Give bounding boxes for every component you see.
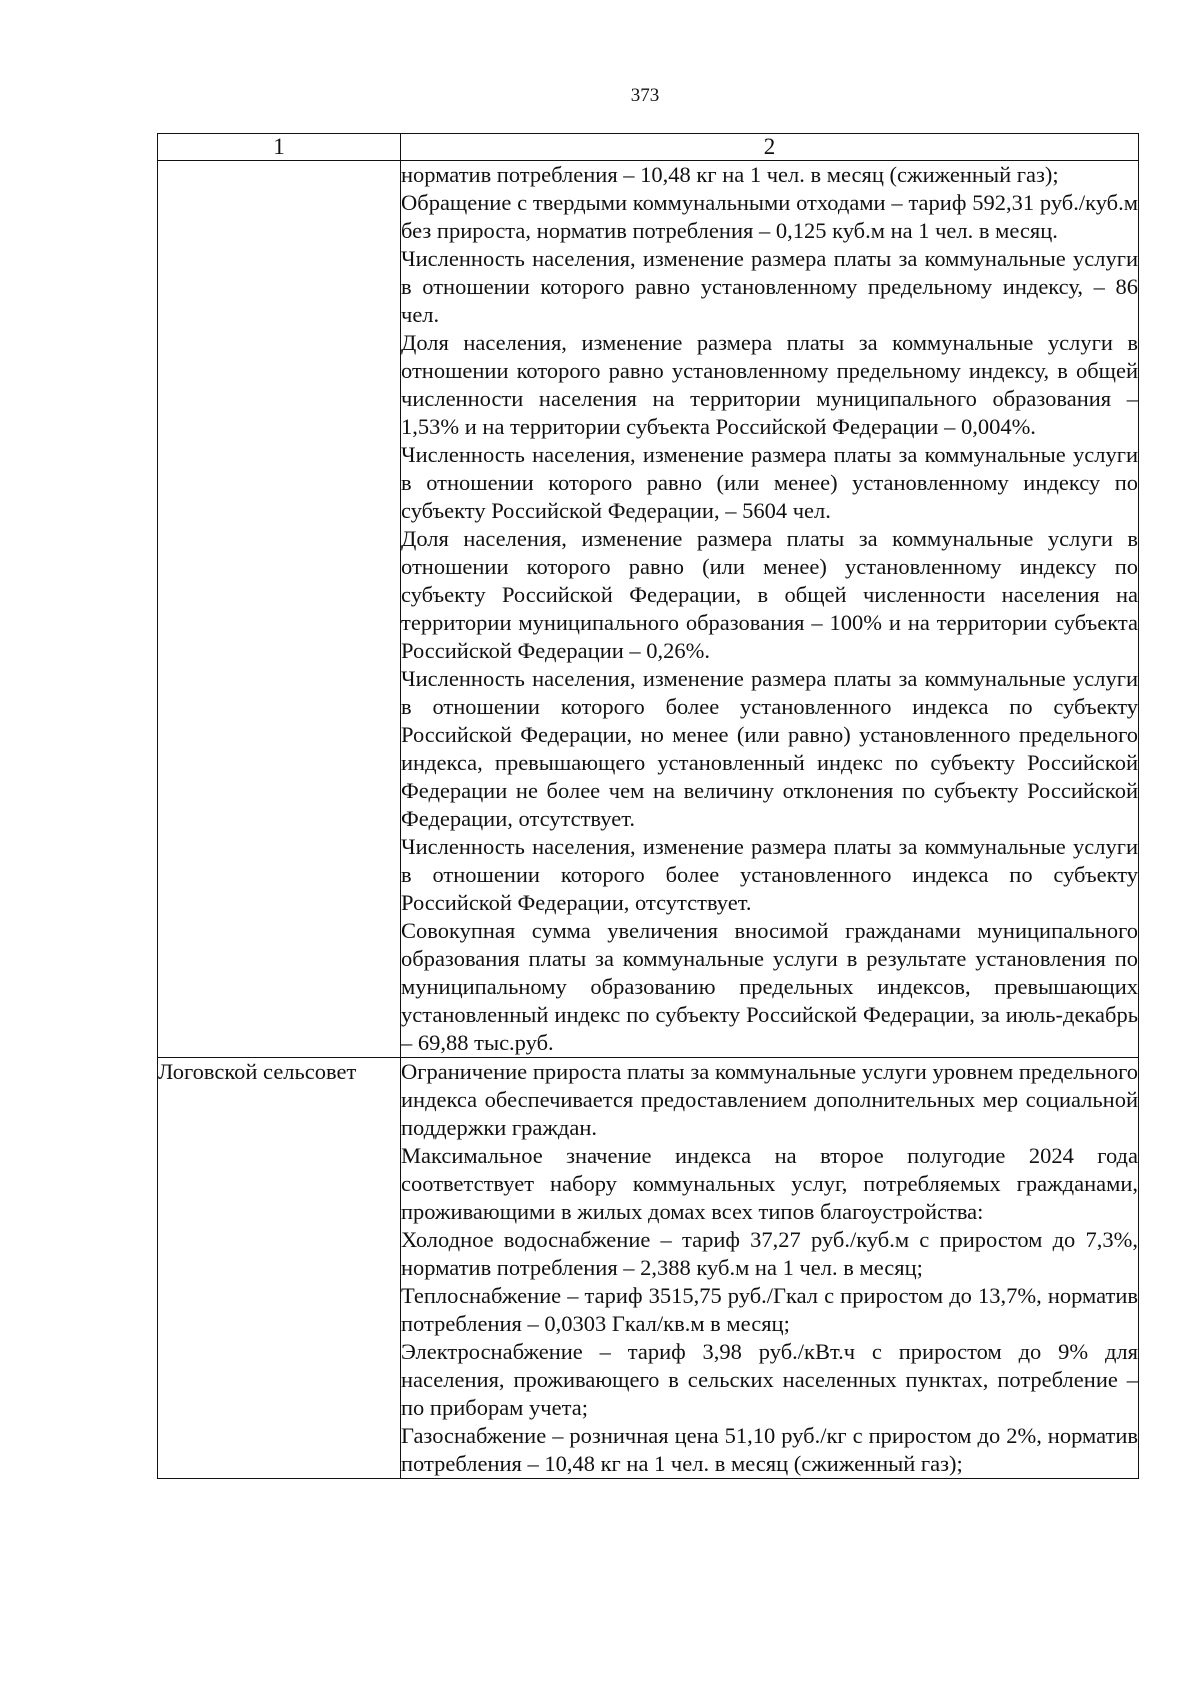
paragraph: Теплоснабжение – тариф 3515,75 руб./Гкал с приростом до 13,7%, норматив потребления – 0,0303 Гкал/кв.м в месяц; <box>401 1283 1138 1336</box>
paragraph: Совокупная сумма увеличения вносимой гражданами муниципального образования платы за коммунальные услуги в результате установления по муниципальному образованию предельных индексов, превышающих установленный индекс по субъекту Российской Федерации, за июль-декабрь – 69,88 тыс.руб. <box>401 918 1138 1055</box>
municipality-cell <box>158 161 401 1058</box>
document-table <box>157 133 1139 1479</box>
paragraph: Электроснабжение – тариф 3,98 руб./кВт.ч с приростом до 9% для населения, проживающего в сельских населенных пунктах, потребление – по приборам учета; <box>401 1339 1138 1420</box>
table-header-row <box>158 134 1139 161</box>
paragraph: Численность населения, изменение размера платы за коммунальные услуги в отношении которого более установленного индекса по субъекту Российской Федерации, но менее (или равно) установленного предельного индекса, превышающего установленный индекс по субъекту Российской Федерации не более чем на величину отклонения по субъекту Российской Федерации, отсутствует. <box>401 666 1138 831</box>
description-cell <box>401 1058 1139 1479</box>
paragraph: Холодное водоснабжение – тариф 37,27 руб./куб.м с приростом до 7,3%, норматив потребления – 2,388 куб.м на 1 чел. в месяц; <box>401 1227 1138 1280</box>
paragraph: Ограничение прироста платы за коммунальные услуги уровнем предельного индекса обеспечивается предоставлением дополнительных мер социальной поддержки граждан. <box>401 1059 1138 1140</box>
page-number: 373 <box>630 85 660 106</box>
column-header-1: 1 <box>158 134 401 161</box>
municipality-cell: Логовской сельсовет <box>158 1058 401 1479</box>
paragraph: Численность населения, изменение размера платы за коммунальные услуги в отношении которого более установленного индекса по субъекту Российской Федерации, отсутствует. <box>401 834 1138 915</box>
paragraph: Доля населения, изменение размера платы за коммунальные услуги в отношении которого равно (или менее) установленному индексу по субъекту Российской Федерации, в общей численности населения на территории муниципального образования – 100% и на территории субъекта Российской Федерации – 0,26%. <box>401 526 1138 663</box>
paragraph: Численность населения, изменение размера платы за коммунальные услуги в отношении которого равно (или менее) установленному индексу по субъекту Российской Федерации, – 5604 чел. <box>401 442 1138 523</box>
table-row <box>158 161 1139 1058</box>
paragraph: Обращение с твердыми коммунальными отходами – тариф 592,31 руб./куб.м без прироста, норматив потребления – 0,125 куб.м на 1 чел. в месяц. <box>401 190 1138 243</box>
paragraph: норматив потребления – 10,48 кг на 1 чел. в месяц (сжиженный газ); <box>401 162 1059 187</box>
paragraph: Газоснабжение – розничная цена 51,10 руб./кг с приростом до 2%, норматив потребления – 10,48 кг на 1 чел. в месяц (сжиженный газ); <box>401 1423 1138 1476</box>
table-row <box>158 1058 1139 1479</box>
paragraph: Доля населения, изменение размера платы за коммунальные услуги в отношении которого равно установленному предельному индексу, в общей численности населения на территории муниципального образования – 1,53% и на территории субъекта Российской Федерации – 0,004%. <box>401 330 1138 439</box>
paragraph: Численность населения, изменение размера платы за коммунальные услуги в отношении которого равно установленному предельному индексу, – 86 чел. <box>401 246 1138 327</box>
column-header-2: 2 <box>401 134 1139 161</box>
paragraph: Максимальное значение индекса на второе полугодие 2024 года соответствует набору коммунальных услуг, потребляемых гражданами, проживающими в жилых домах всех типов благоустройства: <box>401 1143 1138 1224</box>
description-cell <box>401 161 1139 1058</box>
